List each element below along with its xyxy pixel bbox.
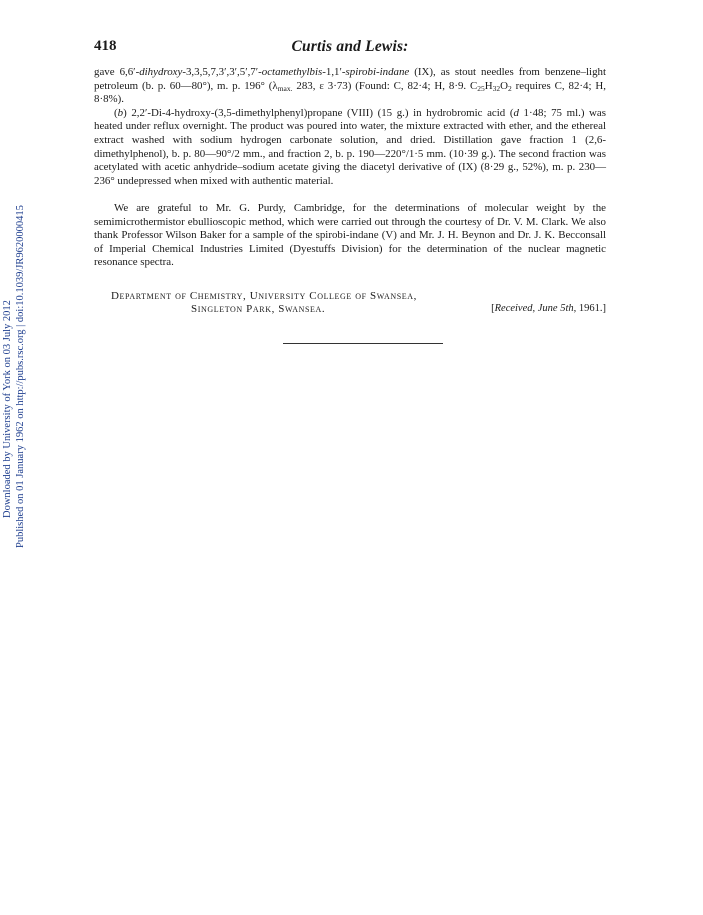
- download-watermark: [0, 0, 40, 915]
- affiliation-line-2: Singleton Park, Swansea.: [191, 302, 326, 315]
- paragraph-acknowledgements: We are grateful to Mr. G. Purdy, Cambridge, for the determinations of molecular weight by the semimicrothermistor ebullioscopic method, which were carried out through the courtesy of Dr. V. M. Clark. We also thank Professor Wilson Baker for a sample of the spirobi-indane (V) and Mr. J. H. Beynon and Dr. J. K. Becconsall of Imperial Chemical Industries Limited (Dyestuffs Division) for the determination of the nuclear magnetic resonance spectra.: [94, 201, 606, 269]
- section-divider: [283, 343, 443, 344]
- running-title: Curtis and Lewis:: [291, 38, 409, 55]
- page-header: [94, 38, 606, 58]
- publication-notice: Published on 01 January 1962 on http://pubs.rsc.org | doi:10.1039/JR9620000415: [15, 205, 26, 548]
- affiliation-block: [111, 290, 606, 316]
- paragraph-compound-ix: gave 6,6′-dihydroxy-3,3,5,7,3′,3′,5′,7′-octamethylbis-1,1′-spirobi-indane (IX), as stout needles from benzene–light petroleum (b. p. 60—80°), m. p. 196° ($\lambda_{max.}$ 283, ε 3·73) (Found: C, 82·4; H, 8·9. $C_{25}H_{32}O_2$ requires C, 82·4; H, 8·8%).: [94, 66, 607, 106]
- paragraph-procedure-b: (b) 2,2′-Di-4-hydroxy-(3,5-dimethylphenyl)propane (VIII) (15 g.) in hydrobromic acid (d 1·48; 75 ml.) was heated under reflux overnight. The product was poured into water, the mixture extracted with ether, and the ethereal extract washed with sodium hydrogen carbonate solution, and dried. Distillation gave fraction 1 (2,6-dimethylphenol), b. p. 80—90°/2 mm., and fraction 2, b. p. 190—220°/1·5 mm. (10·39 g.). The second fraction was acetylated with acetic anhydride–sodium acetate giving the diacetyl derivative of (IX) (8·29 g., 52%), m. p. 230—236° undepressed when mixed with authentic material.: [94, 106, 606, 187]
- affiliation-line-1: Department of Chemistry, University College of Swansea,: [111, 290, 418, 302]
- page-number: 418: [94, 38, 117, 54]
- article-body: [94, 66, 606, 270]
- download-notice: Downloaded by University of York on 03 July 2012: [2, 300, 13, 518]
- received-date: [Received, June 5th, 1961.]: [491, 302, 606, 314]
